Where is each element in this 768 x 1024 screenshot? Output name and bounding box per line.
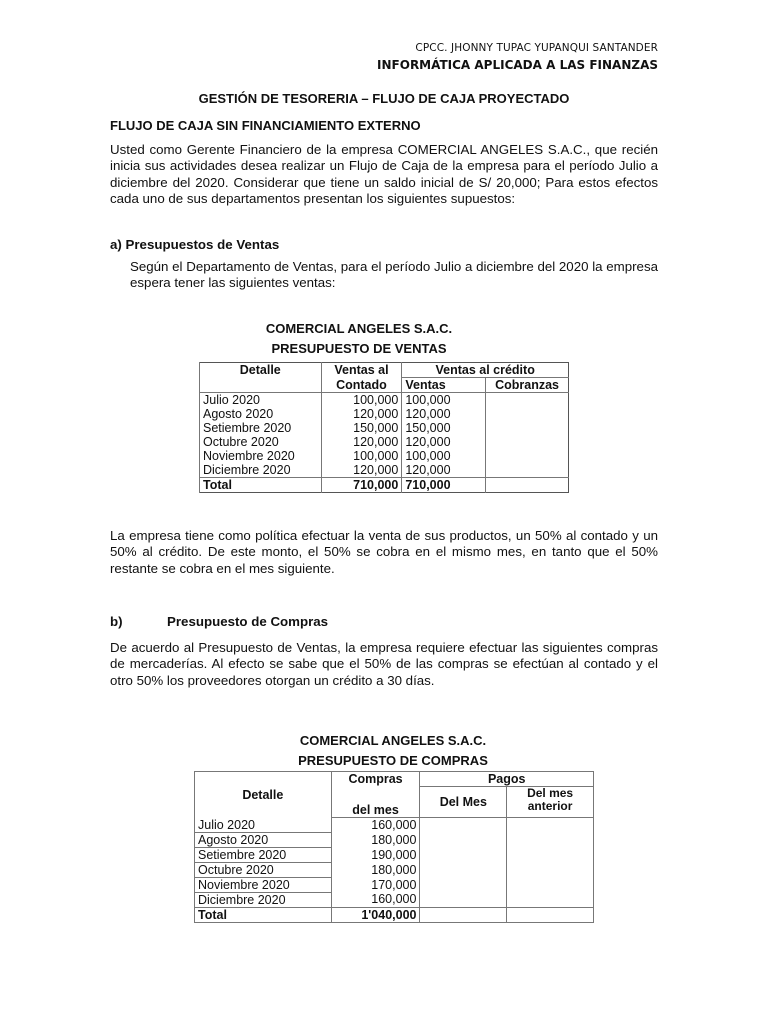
document-subtitle: FLUJO DE CAJA SIN FINANCIAMIENTO EXTERNO bbox=[110, 118, 421, 133]
header-ventas: Ventas bbox=[402, 378, 486, 393]
total-label: Total bbox=[195, 907, 332, 922]
cell-ventas-credito: 150,000 bbox=[402, 421, 486, 435]
sales-table-company: COMERCIAL ANGELES S.A.C. bbox=[265, 321, 453, 336]
table-row bbox=[200, 463, 569, 478]
total-label: Total bbox=[200, 478, 322, 493]
cell-detalle: Noviembre 2020 bbox=[200, 449, 322, 463]
section-a-text: Según el Departamento de Ventas, para el período Julio a diciembre del 2020 la empresa espera tener las siguientes ventas: bbox=[130, 259, 658, 291]
total-row bbox=[195, 907, 594, 922]
cell-compras: 180,000 bbox=[331, 832, 420, 847]
header-pagos-del-mes: Del Mes bbox=[420, 787, 507, 818]
table-row bbox=[195, 877, 594, 892]
cell-compras: 180,000 bbox=[331, 862, 420, 877]
cell-detalle: Agosto 2020 bbox=[200, 407, 322, 421]
cell-detalle: Agosto 2020 bbox=[195, 832, 332, 847]
cell-cobranzas bbox=[486, 449, 569, 463]
cell-pagos-del-mes bbox=[420, 832, 507, 847]
cell-compras: 170,000 bbox=[331, 877, 420, 892]
cell-detalle: Setiembre 2020 bbox=[195, 847, 332, 862]
total-row bbox=[200, 478, 569, 493]
cell-detalle: Diciembre 2020 bbox=[195, 892, 332, 907]
cell-detalle: Setiembre 2020 bbox=[200, 421, 322, 435]
cell-ventas-credito: 120,000 bbox=[402, 463, 486, 478]
cell-compras: 190,000 bbox=[331, 847, 420, 862]
cell-pagos-anterior bbox=[507, 877, 594, 892]
cell-pagos-anterior bbox=[507, 847, 594, 862]
cell-cobranzas bbox=[486, 435, 569, 449]
table-row bbox=[195, 818, 594, 833]
cell-pagos-anterior bbox=[507, 862, 594, 877]
cell-ventas-credito: 100,000 bbox=[402, 393, 486, 408]
total-cobranzas bbox=[486, 478, 569, 493]
cell-contado: 150,000 bbox=[321, 421, 402, 435]
section-b-text: De acuerdo al Presupuesto de Ventas, la empresa requiere efectuar las siguientes compras de mercaderías. Al efecto se sabe que el 50% de las compras se efectúan al contado y el otro 50% los proveedores otorgan un crédito a 30 días. bbox=[110, 640, 658, 688]
header-author: CPCC. JHONNY TUPAC YUPANQUI SANTANDER bbox=[415, 42, 658, 54]
header-pagos: Pagos bbox=[420, 772, 594, 787]
intro-paragraph: Usted como Gerente Financiero de la empresa COMERCIAL ANGELES S.A.C., que recién inicia sus actividades desea realizar un Flujo de Caja de la empresa para el período Julio a diciembre del 2020. Considerar que tiene un saldo inicial de S/ 20,000; Para estos efectos cada uno de sus departamentos presentan los siguientes supuestos: bbox=[110, 142, 658, 206]
cell-contado: 120,000 bbox=[321, 435, 402, 449]
cell-compras: 160,000 bbox=[331, 892, 420, 907]
total-compras: 1'040,000 bbox=[331, 907, 420, 922]
section-b-label: b) bbox=[110, 614, 123, 629]
table-row bbox=[195, 892, 594, 907]
cell-contado: 120,000 bbox=[321, 407, 402, 421]
cell-cobranzas bbox=[486, 463, 569, 478]
total-pagos-del-mes bbox=[420, 907, 507, 922]
header-course: INFORMÁTICA APLICADA A LAS FINANZAS bbox=[377, 58, 658, 72]
purchases-table-caption bbox=[0, 731, 768, 771]
table-row bbox=[200, 407, 569, 421]
total-contado: 710,000 bbox=[321, 478, 402, 493]
header-detalle: Detalle bbox=[195, 772, 332, 818]
cell-pagos-del-mes bbox=[420, 847, 507, 862]
table-row bbox=[195, 862, 594, 877]
cell-cobranzas bbox=[486, 407, 569, 421]
section-a-heading: a) Presupuestos de Ventas bbox=[110, 237, 280, 252]
table-row bbox=[200, 393, 569, 408]
header-pagos-del-mes-anterior: Del mes anterior bbox=[507, 787, 594, 818]
cell-pagos-anterior bbox=[507, 818, 594, 833]
header-del-mes-compras: del mes bbox=[331, 787, 420, 818]
table-row bbox=[195, 832, 594, 847]
sales-budget-table bbox=[199, 362, 569, 493]
table-row bbox=[195, 847, 594, 862]
table-row bbox=[200, 435, 569, 449]
cell-compras: 160,000 bbox=[331, 818, 420, 833]
header-compras: Compras bbox=[331, 772, 420, 787]
cell-pagos-del-mes bbox=[420, 818, 507, 833]
cell-ventas-credito: 120,000 bbox=[402, 407, 486, 421]
section-b-title: Presupuesto de Compras bbox=[167, 614, 329, 629]
total-ventas-credito: 710,000 bbox=[402, 478, 486, 493]
header-ventas-credito: Ventas al crédito bbox=[402, 363, 569, 378]
cell-ventas-credito: 120,000 bbox=[402, 435, 486, 449]
sales-table-title: PRESUPUESTO DE VENTAS bbox=[271, 341, 447, 356]
cell-contado: 100,000 bbox=[321, 449, 402, 463]
sales-table-caption bbox=[0, 319, 718, 359]
cell-detalle: Julio 2020 bbox=[195, 818, 332, 833]
section-b-heading bbox=[110, 614, 328, 629]
table-row bbox=[200, 421, 569, 435]
header-detalle: Detalle bbox=[200, 363, 322, 378]
cell-cobranzas bbox=[486, 393, 569, 408]
cell-detalle: Octubre 2020 bbox=[200, 435, 322, 449]
cell-contado: 100,000 bbox=[321, 393, 402, 408]
cell-pagos-del-mes bbox=[420, 892, 507, 907]
cell-detalle: Octubre 2020 bbox=[195, 862, 332, 877]
document-title: GESTIÓN DE TESORERIA – FLUJO DE CAJA PROYECTADO bbox=[198, 91, 570, 106]
cell-pagos-anterior bbox=[507, 892, 594, 907]
total-pagos-anterior bbox=[507, 907, 594, 922]
cell-contado: 120,000 bbox=[321, 463, 402, 478]
header-cobranzas: Cobranzas bbox=[486, 378, 569, 393]
cell-pagos-del-mes bbox=[420, 862, 507, 877]
cell-pagos-del-mes bbox=[420, 877, 507, 892]
cell-detalle: Diciembre 2020 bbox=[200, 463, 322, 478]
header-ventas-al: Ventas al bbox=[321, 363, 402, 378]
purchases-table-title: PRESUPUESTO DE COMPRAS bbox=[298, 753, 488, 768]
header-contado: Contado bbox=[321, 378, 402, 393]
cell-detalle: Noviembre 2020 bbox=[195, 877, 332, 892]
policy-paragraph: La empresa tiene como política efectuar la venta de sus productos, un 50% al contado y un 50% al crédito. De este monto, el 50% se cobra en el mismo mes, en tanto que el 50% restante se cobra en el mes siguiente. bbox=[110, 528, 658, 576]
purchases-table-company: COMERCIAL ANGELES S.A.C. bbox=[299, 733, 487, 748]
cell-cobranzas bbox=[486, 421, 569, 435]
cell-pagos-anterior bbox=[507, 832, 594, 847]
cell-ventas-credito: 100,000 bbox=[402, 449, 486, 463]
cell-detalle: Julio 2020 bbox=[200, 393, 322, 408]
table-row bbox=[200, 449, 569, 463]
purchases-budget-table bbox=[194, 771, 594, 923]
